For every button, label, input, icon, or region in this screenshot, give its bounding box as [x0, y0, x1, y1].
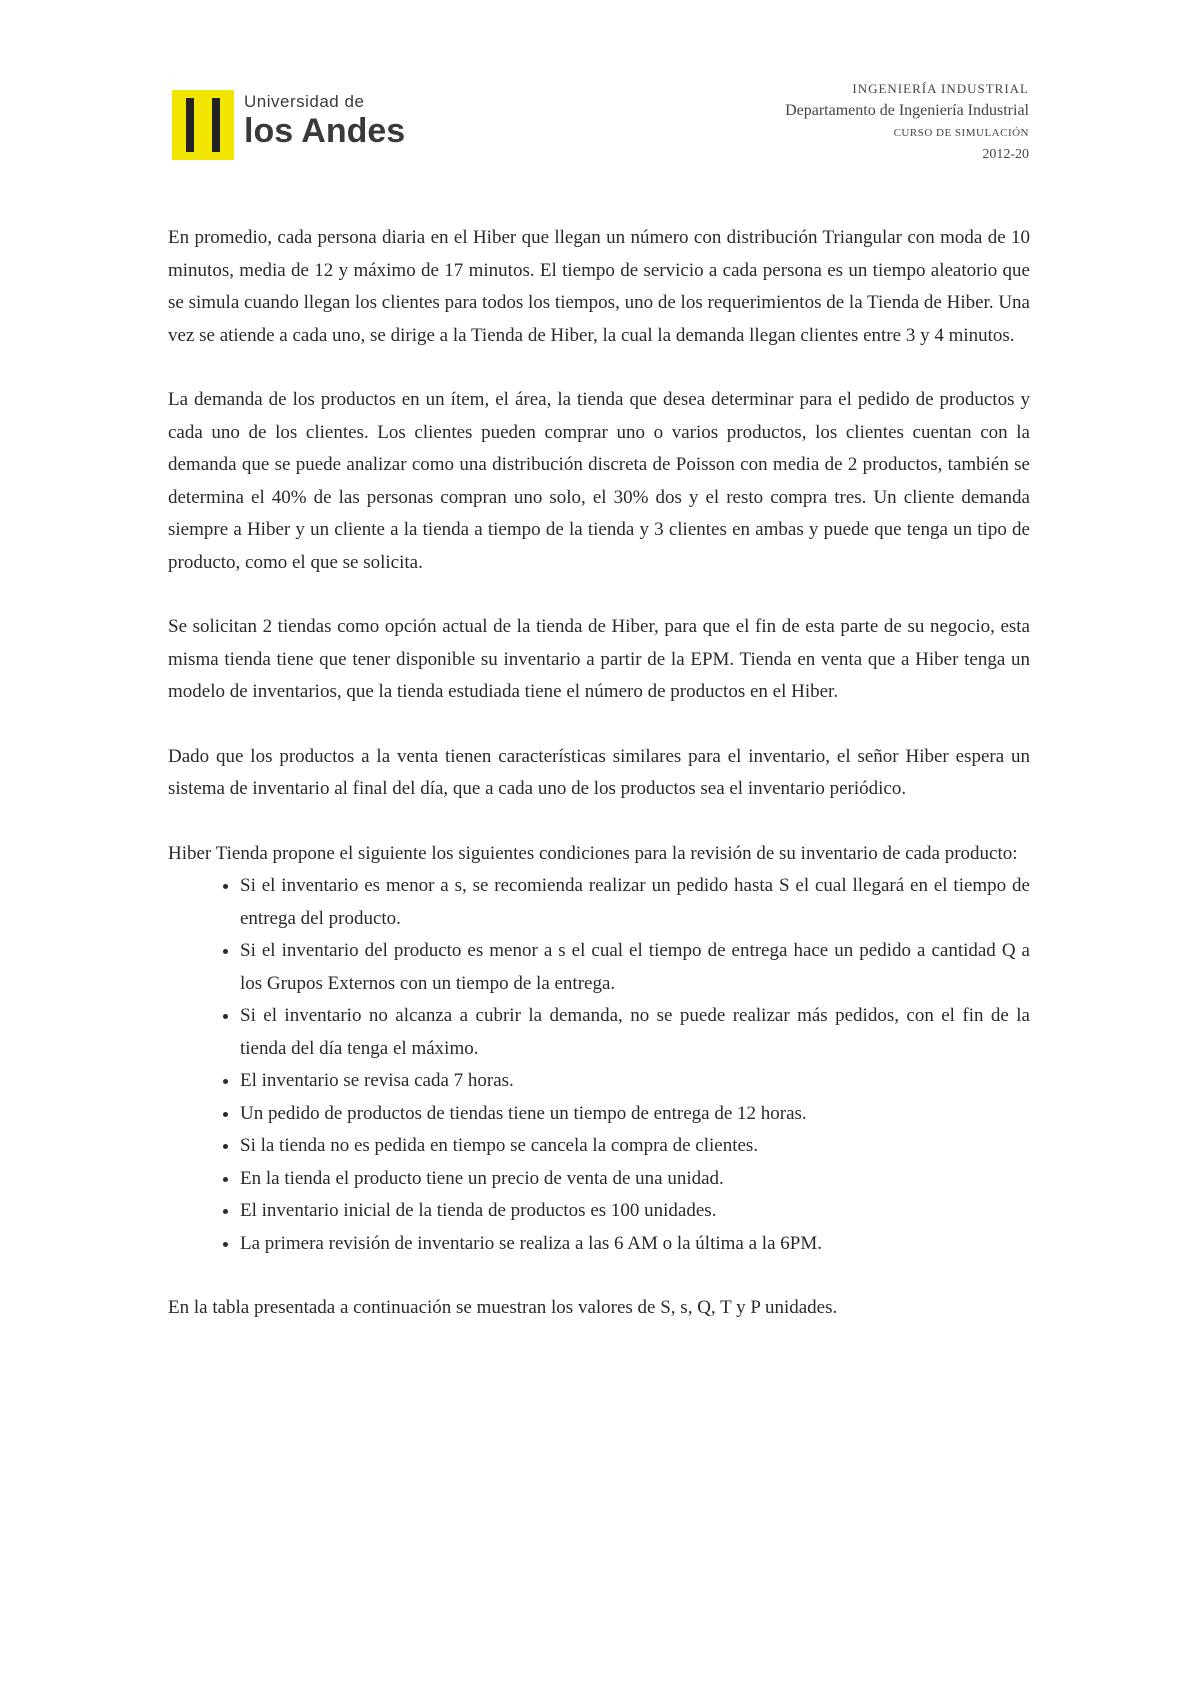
logo-text: [244, 92, 424, 150]
paragraph-1: En promedio, cada persona diaria en el Hiber que llegan un número con distribución Triangular con moda de 10 minutos, media de 12 y máximo de 17 minutos. El tiempo de servicio a cada persona es un tiempo aleatorio que se simula cuando llegan los clientes para todos los tiempos, uno de los requerimientos de la Tienda de Hiber. Una vez se atiende a cada uno, se dirige a la Tienda de Hiber, la cual la demanda llegan clientes entre 3 y 4 minutos.: [168, 227, 1030, 346]
list-item: • Si el inventario del producto es menor a s el cual el tiempo de entrega hace un pedido a cantidad Q a los Grupos Externos con un tiempo de la entrega.: [240, 935, 1030, 1000]
logo-line2: los Andes: [244, 112, 406, 150]
logo-line1: Universidad de: [244, 92, 365, 111]
list-item: • El inventario inicial de la tienda de productos es 100 unidades.: [240, 1195, 1030, 1228]
university-logo: [172, 90, 422, 162]
list-item: • En la tienda el producto tiene un precio de venta de una unidad.: [240, 1163, 1030, 1196]
course-subtitle: CURSO DE SIMULACIÓN: [893, 127, 1029, 139]
paragraph-3: Se solicitan 2 tiendas como opción actual de la tienda de Hiber, para que el fin de esta parte de su negocio, esta misma tienda tiene que tener disponible su inventario a partir de la EPM. Tienda en venta que a Hiber tenga un modelo de inventarios, que la tienda estudiada tiene el número de productos en el Hiber.: [168, 616, 1030, 702]
list-item: • La primera revisión de inventario se realiza a las 6 AM o la última a la 6PM.: [240, 1228, 1030, 1261]
paragraph-5: Hiber Tienda propone el siguiente los siguientes condiciones para la revisión de su inventario de cada producto:: [168, 842, 1018, 864]
list-item: • Si el inventario es menor a s, se recomienda realizar un pedido hasta S el cual llegará en el tiempo de entrega del producto.: [240, 870, 1030, 935]
document-header: [529, 78, 1029, 166]
list-item: • Si la tienda no es pedida en tiempo se cancela la compra de clientes.: [240, 1130, 1030, 1163]
logo-mark-icon: [172, 90, 234, 160]
paragraph-2: La demanda de los productos en un ítem, el área, la tienda que desea determinar para el pedido de productos y cada uno de los clientes. Los clientes pueden comprar uno o varios productos, los clientes cuentan con la demanda que se puede analizar como una distribución discreta de Poisson con media de 2 productos, también se determina el 40% de las personas compran uno solo, el 30% dos y el resto compra tres. Un cliente demanda siempre a Hiber y un cliente a la tienda a tiempo de la tienda y 3 clientes en ambas y puede que tenga un tipo de producto, como el que se solicita.: [168, 389, 1030, 573]
list-item: • Un pedido de productos de tiendas tiene un tiempo de entrega de 12 horas.: [240, 1098, 1030, 1131]
course-title: Departamento de Ingeniería Industrial: [785, 102, 1029, 119]
list-item: • Si el inventario no alcanza a cubrir la demanda, no se puede realizar más pedidos, con el fin de la tienda del día tenga el máximo.: [240, 1000, 1030, 1065]
list-item: • El inventario se revisa cada 7 horas.: [240, 1065, 1030, 1098]
paragraph-4: Dado que los productos a la venta tienen características similares para el inventario, el señor Hiber espera un sistema de inventario al final del día, que a cada uno de los productos sea el inventario periódico.: [168, 745, 1030, 799]
conditions-list: [168, 870, 1030, 1260]
course-code: INGENIERÍA INDUSTRIAL: [852, 81, 1029, 96]
semester: 2012-20: [982, 147, 1029, 162]
closing-paragraph: En la tabla presentada a continuación se muestran los valores de S, s, Q, T y P unidades.: [168, 1297, 838, 1318]
document-body: [168, 222, 1030, 1357]
